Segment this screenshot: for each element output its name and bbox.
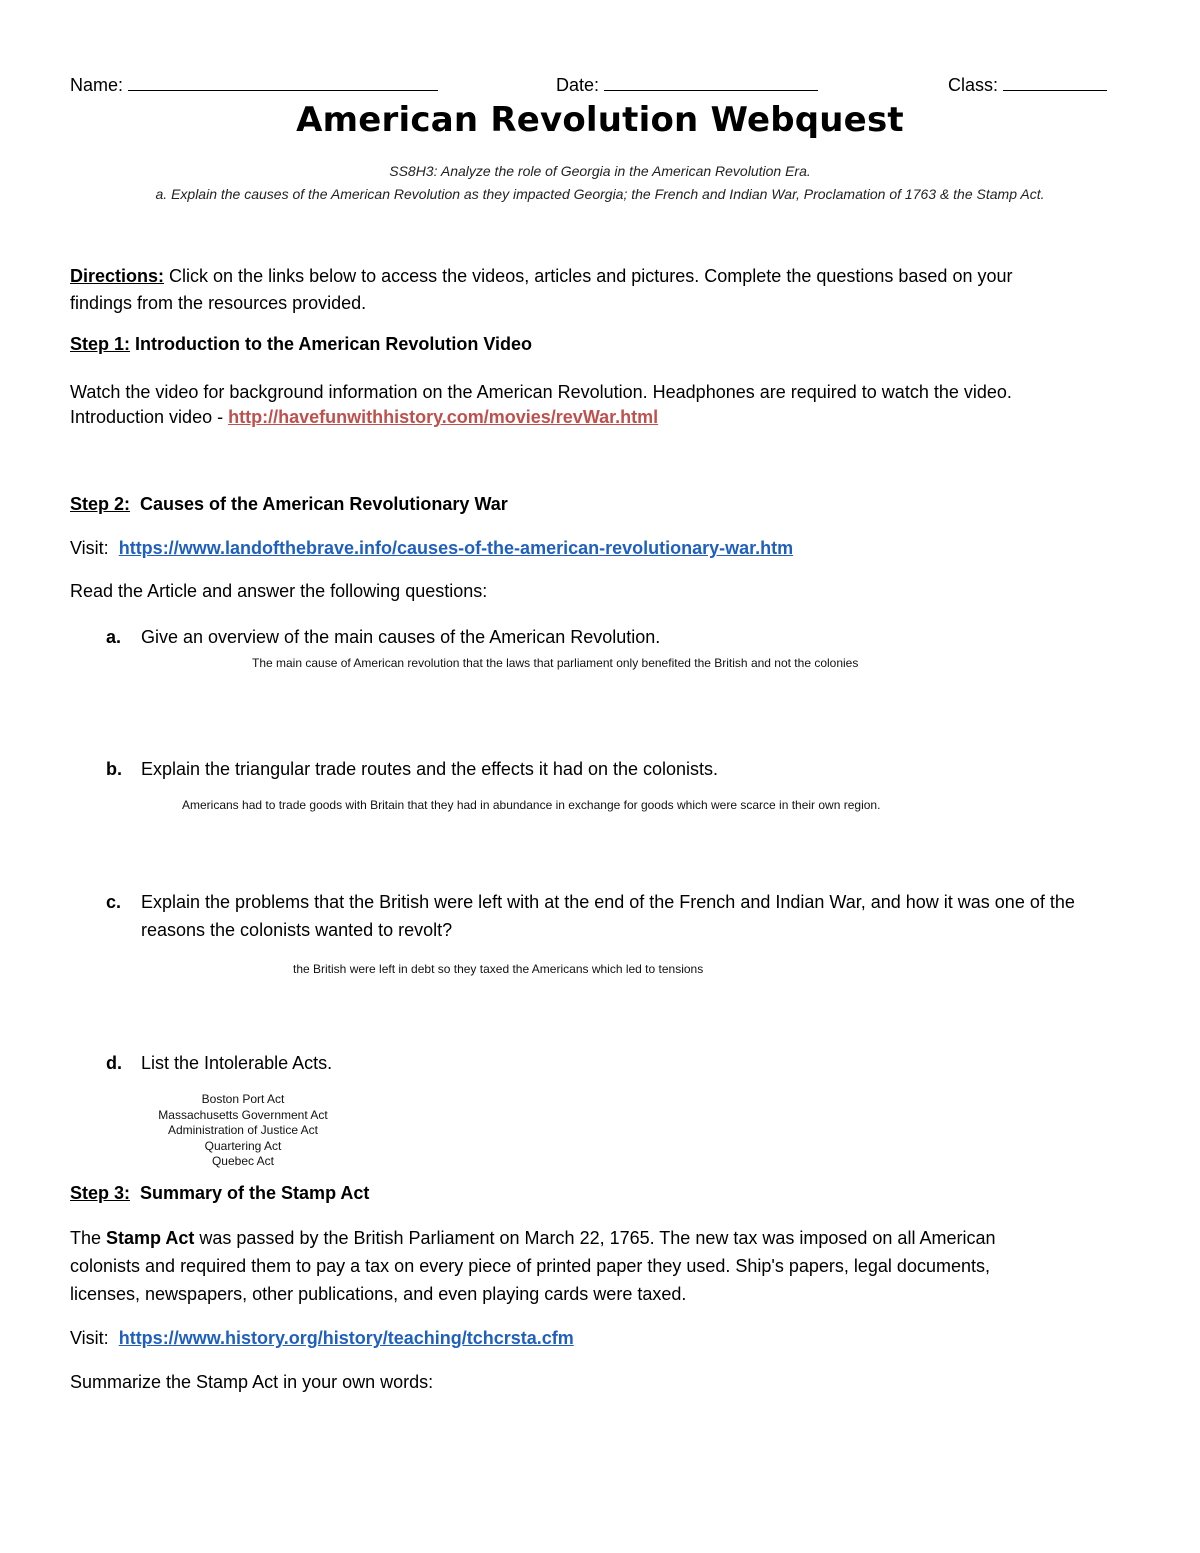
step1-title: Introduction to the American Revolution Video	[130, 334, 533, 354]
step2-visit-label: Visit:	[70, 538, 109, 558]
question-text: Explain the triangular trade routes and the effects it had on the colonists.	[141, 759, 719, 779]
step1-heading	[70, 334, 532, 355]
class-blank[interactable]	[1003, 72, 1107, 91]
step3-para-line-2: colonists and required them to pay a tax on every piece of printed paper they used. Ship's papers, legal documents,	[70, 1256, 990, 1276]
intro-video-link[interactable]: http://havefunwithhistory.com/movies/revWar.html	[228, 407, 659, 427]
question-letter: c.	[106, 892, 122, 912]
step1-label: Step 1:	[70, 334, 131, 354]
step1-intro-prefix: Introduction video -	[70, 407, 229, 427]
list-item: Quartering Act	[204, 1138, 282, 1153]
step3-visit-line	[70, 1324, 574, 1352]
page-title: American Revolution Webquest	[296, 100, 904, 140]
directions-label: Directions:	[70, 266, 165, 286]
answer-text[interactable]: The main cause of American revolution that the laws that parliament only benefited the British and not the colonies	[252, 656, 859, 670]
step3-instruction: Summarize the Stamp Act in your own words:	[70, 1372, 434, 1392]
standard-element: a. Explain the causes of the American Revolution as they impacted Georgia; the French and Indian War, Proclamation of 1763 & the Stamp Act.	[155, 186, 1045, 202]
question-letter: b.	[106, 759, 122, 779]
list-item: Administration of Justice Act	[167, 1123, 319, 1138]
landofthebrave-link[interactable]: https://www.landofthebrave.info/causes-of-the-american-revolutionary-war.htm	[118, 538, 794, 558]
step2-title: Causes of the American Revolutionary War	[130, 494, 508, 514]
class-label: Class:	[948, 75, 999, 95]
step3-label: Step 3:	[70, 1183, 131, 1203]
name-blank[interactable]	[128, 72, 438, 91]
history-org-link[interactable]: https://www.history.org/history/teaching/tchcrsta.cfm	[118, 1328, 574, 1348]
step3-para-line-3: licenses, newspapers, other publications, and even playing cards were taxed.	[70, 1284, 687, 1304]
step1-intro-line	[70, 403, 658, 431]
name-field	[70, 72, 438, 96]
directions-line-2: findings from the resources provided.	[70, 293, 367, 313]
directions-text-1: Click on the links below to access the videos, articles and pictures. Complete the questions based on your	[164, 266, 1013, 286]
step3-heading	[70, 1183, 369, 1204]
question-text: Explain the problems that the British were left with at the end of the French and Indian War, and how it was one of the reasons the colonists wanted to revolt?	[141, 892, 1075, 940]
name-label: Name:	[70, 75, 124, 95]
date-blank[interactable]	[604, 72, 818, 91]
stamp-act-term: Stamp Act	[106, 1228, 195, 1248]
step3-title: Summary of the Stamp Act	[130, 1183, 370, 1203]
step1-text: Watch the video for background information on the American Revolution. Headphones are required to watch the video.	[70, 382, 1012, 402]
step3-para-the: The	[70, 1228, 107, 1248]
list-item: Quebec Act	[211, 1154, 275, 1169]
list-item: Massachusetts Government Act	[158, 1107, 328, 1122]
question-text: List the Intolerable Acts.	[141, 1053, 333, 1073]
list-item: Boston Port Act	[201, 1092, 285, 1106]
intolerable-acts-list[interactable]	[138, 1092, 348, 1170]
step2-label: Step 2:	[70, 494, 131, 514]
date-label: Date:	[556, 75, 600, 95]
answer-text[interactable]: the British were left in debt so they taxed the Americans which led to tensions	[293, 962, 704, 976]
question-letter: d.	[106, 1053, 122, 1073]
step3-para-rest: was passed by the British Parliament on March 22, 1765. The new tax was imposed on all American	[194, 1228, 996, 1248]
step2-heading	[70, 494, 508, 515]
standard-code: SS8H3: Analyze the role of Georgia in the American Revolution Era.	[389, 163, 811, 179]
question-letter: a.	[106, 627, 122, 647]
step3-visit-label: Visit:	[70, 1328, 109, 1348]
directions-line-1	[70, 262, 1012, 290]
step2-instruction: Read the Article and answer the following questions:	[70, 581, 488, 601]
step3-para-line-1	[70, 1224, 995, 1252]
question-text: Give an overview of the main causes of the American Revolution.	[141, 627, 661, 647]
date-field	[556, 72, 818, 96]
step2-visit-line	[70, 534, 793, 562]
class-field	[948, 72, 1107, 96]
answer-text[interactable]: Americans had to trade goods with Britain that they had in abundance in exchange for goods which were scarce in their own region.	[182, 798, 881, 812]
